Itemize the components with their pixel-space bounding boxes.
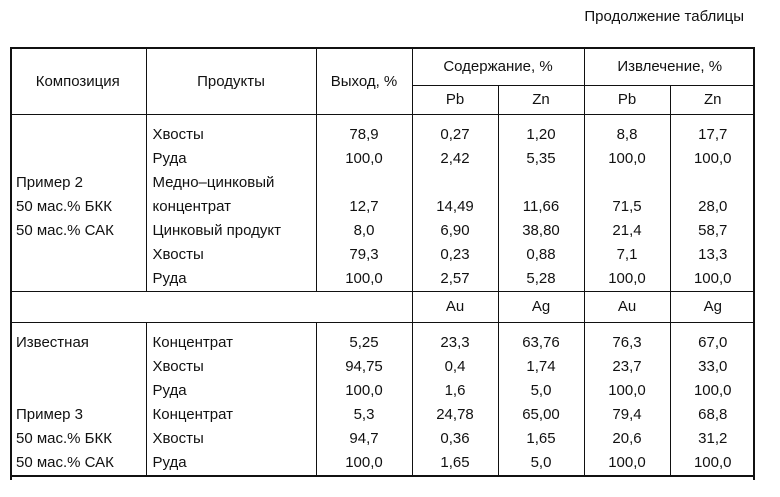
composition-cell: Пример 3 [16, 406, 84, 423]
value-cell: 1,20 [498, 115, 584, 148]
value-cell: 8,8 [584, 115, 670, 148]
subheader-cell: Au [412, 292, 498, 323]
value-cell: 1,65 [412, 451, 498, 476]
value-cell: 94,75 [316, 355, 412, 379]
value-cell: 2,57 [412, 267, 498, 292]
product-cell: Руда [146, 147, 316, 171]
table-row [10, 403, 755, 427]
header-content: Содержание, % [412, 48, 584, 86]
composition-cell: Известная [16, 334, 89, 351]
value-cell: 100,0 [584, 147, 670, 171]
value-cell: 100,0 [316, 451, 412, 476]
value-cell: 100,0 [670, 147, 755, 171]
value-cell: 5,35 [498, 147, 584, 171]
value-cell: 21,4 [584, 219, 670, 243]
header-recovery: Извлечение, % [584, 48, 755, 86]
value-cell: 23,3 [412, 323, 498, 356]
value-cell [584, 171, 670, 195]
value-cell: 20,6 [584, 427, 670, 451]
value-cell [498, 171, 584, 195]
value-cell: 0,23 [412, 243, 498, 267]
value-cell: 100,0 [670, 451, 755, 476]
value-cell: 1,65 [498, 427, 584, 451]
table-row [10, 355, 755, 379]
value-cell: 5,0 [498, 379, 584, 403]
value-cell: 23,7 [584, 355, 670, 379]
product-cell: Медно–цинковый [146, 171, 316, 195]
block-1 [10, 115, 755, 292]
block-2 [10, 323, 755, 477]
value-cell [412, 171, 498, 195]
table-row [10, 427, 755, 451]
value-cell: 11,66 [498, 195, 584, 219]
composition-cell: 50 мас.% САК [16, 222, 114, 239]
table-continuation-caption: Продолжение таблицы [584, 8, 744, 25]
value-cell: 100,0 [670, 379, 755, 403]
value-cell: 5,3 [316, 403, 412, 427]
value-cell: 6,90 [412, 219, 498, 243]
value-cell: 71,5 [584, 195, 670, 219]
value-cell: 100,0 [584, 379, 670, 403]
value-cell [670, 171, 755, 195]
value-cell: 33,0 [670, 355, 755, 379]
value-cell: 1,6 [412, 379, 498, 403]
value-cell: 65,00 [498, 403, 584, 427]
value-cell: 100,0 [670, 267, 755, 292]
header-row [10, 48, 755, 86]
product-cell: Хвосты [146, 427, 316, 451]
composition-cell: 50 мас.% САК [10, 451, 146, 476]
value-cell: 0,88 [498, 243, 584, 267]
value-cell: 100,0 [316, 147, 412, 171]
value-cell: 5,0 [498, 451, 584, 476]
value-cell: 67,0 [670, 323, 755, 356]
value-cell: 0,36 [412, 427, 498, 451]
composition-cell [10, 147, 146, 171]
value-cell: 78,9 [316, 115, 412, 148]
value-cell: 13,3 [670, 243, 755, 267]
composition-cell [10, 355, 146, 379]
composition-cell: 50 мас.% БКК [16, 430, 112, 447]
table-row [10, 115, 755, 148]
value-cell: 28,0 [670, 195, 755, 219]
table-row [10, 451, 755, 476]
product-cell: Руда [146, 451, 316, 476]
composition-cell: Пример 2 [16, 174, 84, 191]
value-cell: 12,7 [316, 195, 412, 219]
product-cell: Концентрат [146, 323, 316, 356]
header-products: Продукты [146, 48, 316, 115]
value-cell: 58,7 [670, 219, 755, 243]
subheader-cell: Ag [498, 292, 584, 323]
value-cell: 14,49 [412, 195, 498, 219]
value-cell: 0,4 [412, 355, 498, 379]
value-cell: 79,3 [316, 243, 412, 267]
table-row [10, 171, 755, 195]
subheader-cell: Zn [498, 86, 584, 115]
product-cell: Руда [146, 267, 316, 292]
product-cell: Хвосты [146, 115, 316, 148]
value-cell: 38,80 [498, 219, 584, 243]
subheader-cell: Pb [412, 86, 498, 115]
subheader-row-2 [10, 292, 755, 323]
value-cell: 100,0 [584, 451, 670, 476]
value-cell: 8,0 [316, 219, 412, 243]
value-cell: 5,28 [498, 267, 584, 292]
table-row [10, 267, 755, 292]
product-cell: концентрат [146, 195, 316, 219]
header-composition: Композиция [10, 48, 146, 115]
product-cell: Руда [146, 379, 316, 403]
product-cell: Хвосты [146, 355, 316, 379]
composition-cell [10, 379, 146, 403]
table-row [10, 379, 755, 403]
value-cell [316, 171, 412, 195]
subheader-cell: Zn [670, 86, 755, 115]
value-cell: 100,0 [584, 267, 670, 292]
value-cell: 63,76 [498, 323, 584, 356]
product-cell: Цинковый продукт [146, 219, 316, 243]
value-cell: 94,7 [316, 427, 412, 451]
product-cell: Концентрат [146, 403, 316, 427]
table-row [10, 219, 755, 243]
composition-cell [10, 267, 146, 292]
value-cell: 2,42 [412, 147, 498, 171]
subheader-cell: Ag [670, 292, 755, 323]
value-cell: 24,78 [412, 403, 498, 427]
value-cell: 76,3 [584, 323, 670, 356]
subheader-cell: Pb [584, 86, 670, 115]
subheader-cell: Au [584, 292, 670, 323]
value-cell: 68,8 [670, 403, 755, 427]
header-yield: Выход, % [316, 48, 412, 115]
table-row [10, 243, 755, 267]
value-cell: 0,27 [412, 115, 498, 148]
table-row [10, 323, 755, 356]
value-cell: 5,25 [316, 323, 412, 356]
value-cell: 7,1 [584, 243, 670, 267]
product-cell: Хвосты [146, 243, 316, 267]
value-cell: 79,4 [584, 403, 670, 427]
table-row [10, 147, 755, 171]
composition-cell: 50 мас.% БКК [16, 198, 112, 215]
value-cell: 31,2 [670, 427, 755, 451]
composition-cell [10, 115, 146, 148]
value-cell: 100,0 [316, 379, 412, 403]
value-cell: 100,0 [316, 267, 412, 292]
table-row [10, 195, 755, 219]
composition-cell [10, 243, 146, 267]
value-cell: 1,74 [498, 355, 584, 379]
results-table [10, 47, 755, 477]
value-cell: 17,7 [670, 115, 755, 148]
